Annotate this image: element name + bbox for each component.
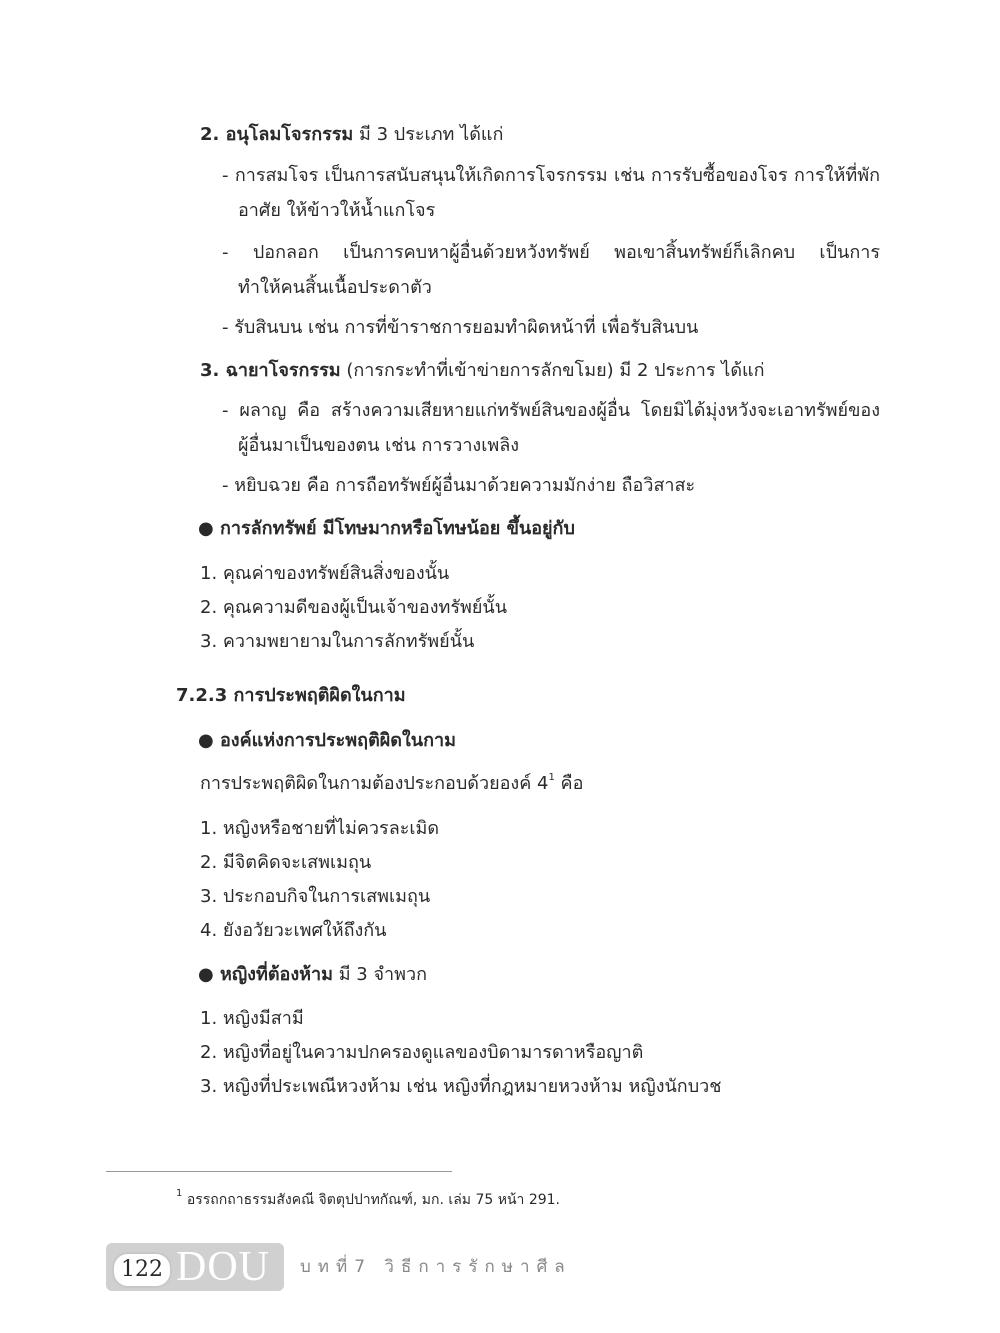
dou-logo: DOU bbox=[176, 1244, 270, 1290]
section-3-heading-text: (การกระทำที่เข้าข่ายการลักขโมย) มี 2 ประการ ได้แก่ bbox=[340, 360, 765, 381]
footnote-mark: 1 bbox=[176, 1188, 183, 1200]
prohibited-woman-1: 1. หญิงมีสามี bbox=[200, 1008, 304, 1029]
section-2-title: 2. อนุโลมโจรกรรม bbox=[200, 124, 354, 145]
section-2-item-1-line-1: - การสมโจร เป็นการสนับสนุนให้เกิดการโจรกรรม เช่น การรับซื้อของโจร การให้ที่พัก bbox=[222, 165, 880, 186]
page-number: 122 bbox=[112, 1252, 172, 1288]
section-2-item-2-line-2: ทำให้คนสิ้นเนื้อประดาตัว bbox=[238, 277, 432, 298]
prohibited-women-heading bbox=[198, 963, 427, 987]
section-2-item-3: - รับสินบน เช่น การที่ข้าราชการยอมทำผิดหน้าที่ เพื่อรับสินบน bbox=[222, 317, 699, 338]
prohibited-women-title: ● หญิงที่ต้องห้าม bbox=[198, 964, 333, 985]
section-2-heading bbox=[200, 123, 503, 147]
theft-factor-2: 2. คุณความดีของผู้เป็นเจ้าของทรัพย์นั้น bbox=[200, 597, 508, 618]
element-1: 1. หญิงหรือชายที่ไม่ควรละเมิด bbox=[200, 818, 440, 839]
elements-intro-text: การประพฤติผิดในกามต้องประกอบด้วยองค์ 4 bbox=[200, 773, 549, 794]
section-3-item-1-line-1: - ผลาญ คือ สร้างความเสียหายแก่ทรัพย์สินของผู้อื่น โดยมิได้มุ่งหวังจะเอาทรัพย์ของ bbox=[222, 400, 880, 421]
element-3: 3. ประกอบกิจในการเสพเมถุน bbox=[200, 886, 431, 907]
section-3-item-2: - หยิบฉวย คือ การถือทรัพย์ผู้อื่นมาด้วยความมักง่าย ถือวิสาสะ bbox=[222, 475, 696, 496]
footnote bbox=[176, 1190, 560, 1210]
prohibited-women-heading-text: มี 3 จำพวก bbox=[332, 964, 427, 985]
section-2-item-1-line-2: อาศัย ให้ข้าวให้น้ำแกโจร bbox=[238, 200, 436, 221]
elements-intro-suffix: คือ bbox=[554, 773, 584, 794]
theft-factor-3: 3. ความพยายามในการลักทรัพย์นั้น bbox=[200, 631, 475, 652]
footnote-reference: 1 bbox=[548, 772, 555, 783]
elements-intro bbox=[200, 772, 583, 796]
section-3-item-1-line-2: ผู้อื่นมาเป็นของตน เช่น การวางเพลิง bbox=[238, 435, 520, 456]
section-2-item-2-line-1: - ปอกลอก เป็นการคบหาผู้อื่นด้วยหวังทรัพย์ พอเขาสิ้นทรัพย์ก็เลิกคบ เป็นการ bbox=[222, 242, 880, 263]
section-7-2-3-title: 7.2.3 การประพฤติผิดในกาม bbox=[176, 685, 406, 706]
element-4: 4. ยังอวัยวะเพศให้ถึงกัน bbox=[200, 920, 387, 941]
section-3-heading bbox=[200, 359, 765, 383]
theft-factor-1: 1. คุณค่าของทรัพย์สินสิ่งของนั้น bbox=[200, 563, 450, 584]
section-3-title: 3. ฉายาโจรกรรม bbox=[200, 360, 341, 381]
element-2: 2. มีจิตคิดจะเสพเมถุน bbox=[200, 852, 372, 873]
theft-severity-heading: ● การลักทรัพย์ มีโทษมากหรือโทษน้อย ขึ้นอยู่กับ bbox=[198, 518, 575, 539]
footnote-divider bbox=[106, 1171, 452, 1172]
prohibited-woman-3: 3. หญิงที่ประเพณีหวงห้าม เช่น หญิงที่กฎหมายหวงห้าม หญิงนักบวช bbox=[200, 1076, 722, 1097]
chapter-title: บทที่7 วิธีการรักษาศีล bbox=[300, 1257, 572, 1277]
prohibited-woman-2: 2. หญิงที่อยู่ในความปกครองดูแลของบิดามารดาหรือญาติ bbox=[200, 1042, 644, 1063]
elements-heading: ● องค์แห่งการประพฤติผิดในกาม bbox=[198, 730, 456, 751]
section-2-heading-text: มี 3 ประเภท ได้แก่ bbox=[353, 124, 504, 145]
footnote-text: อรรถกถาธรรมสังคณี จิตตุปปาทกัณฑ์, มก. เล่ม 75 หน้า 291. bbox=[182, 1192, 560, 1208]
